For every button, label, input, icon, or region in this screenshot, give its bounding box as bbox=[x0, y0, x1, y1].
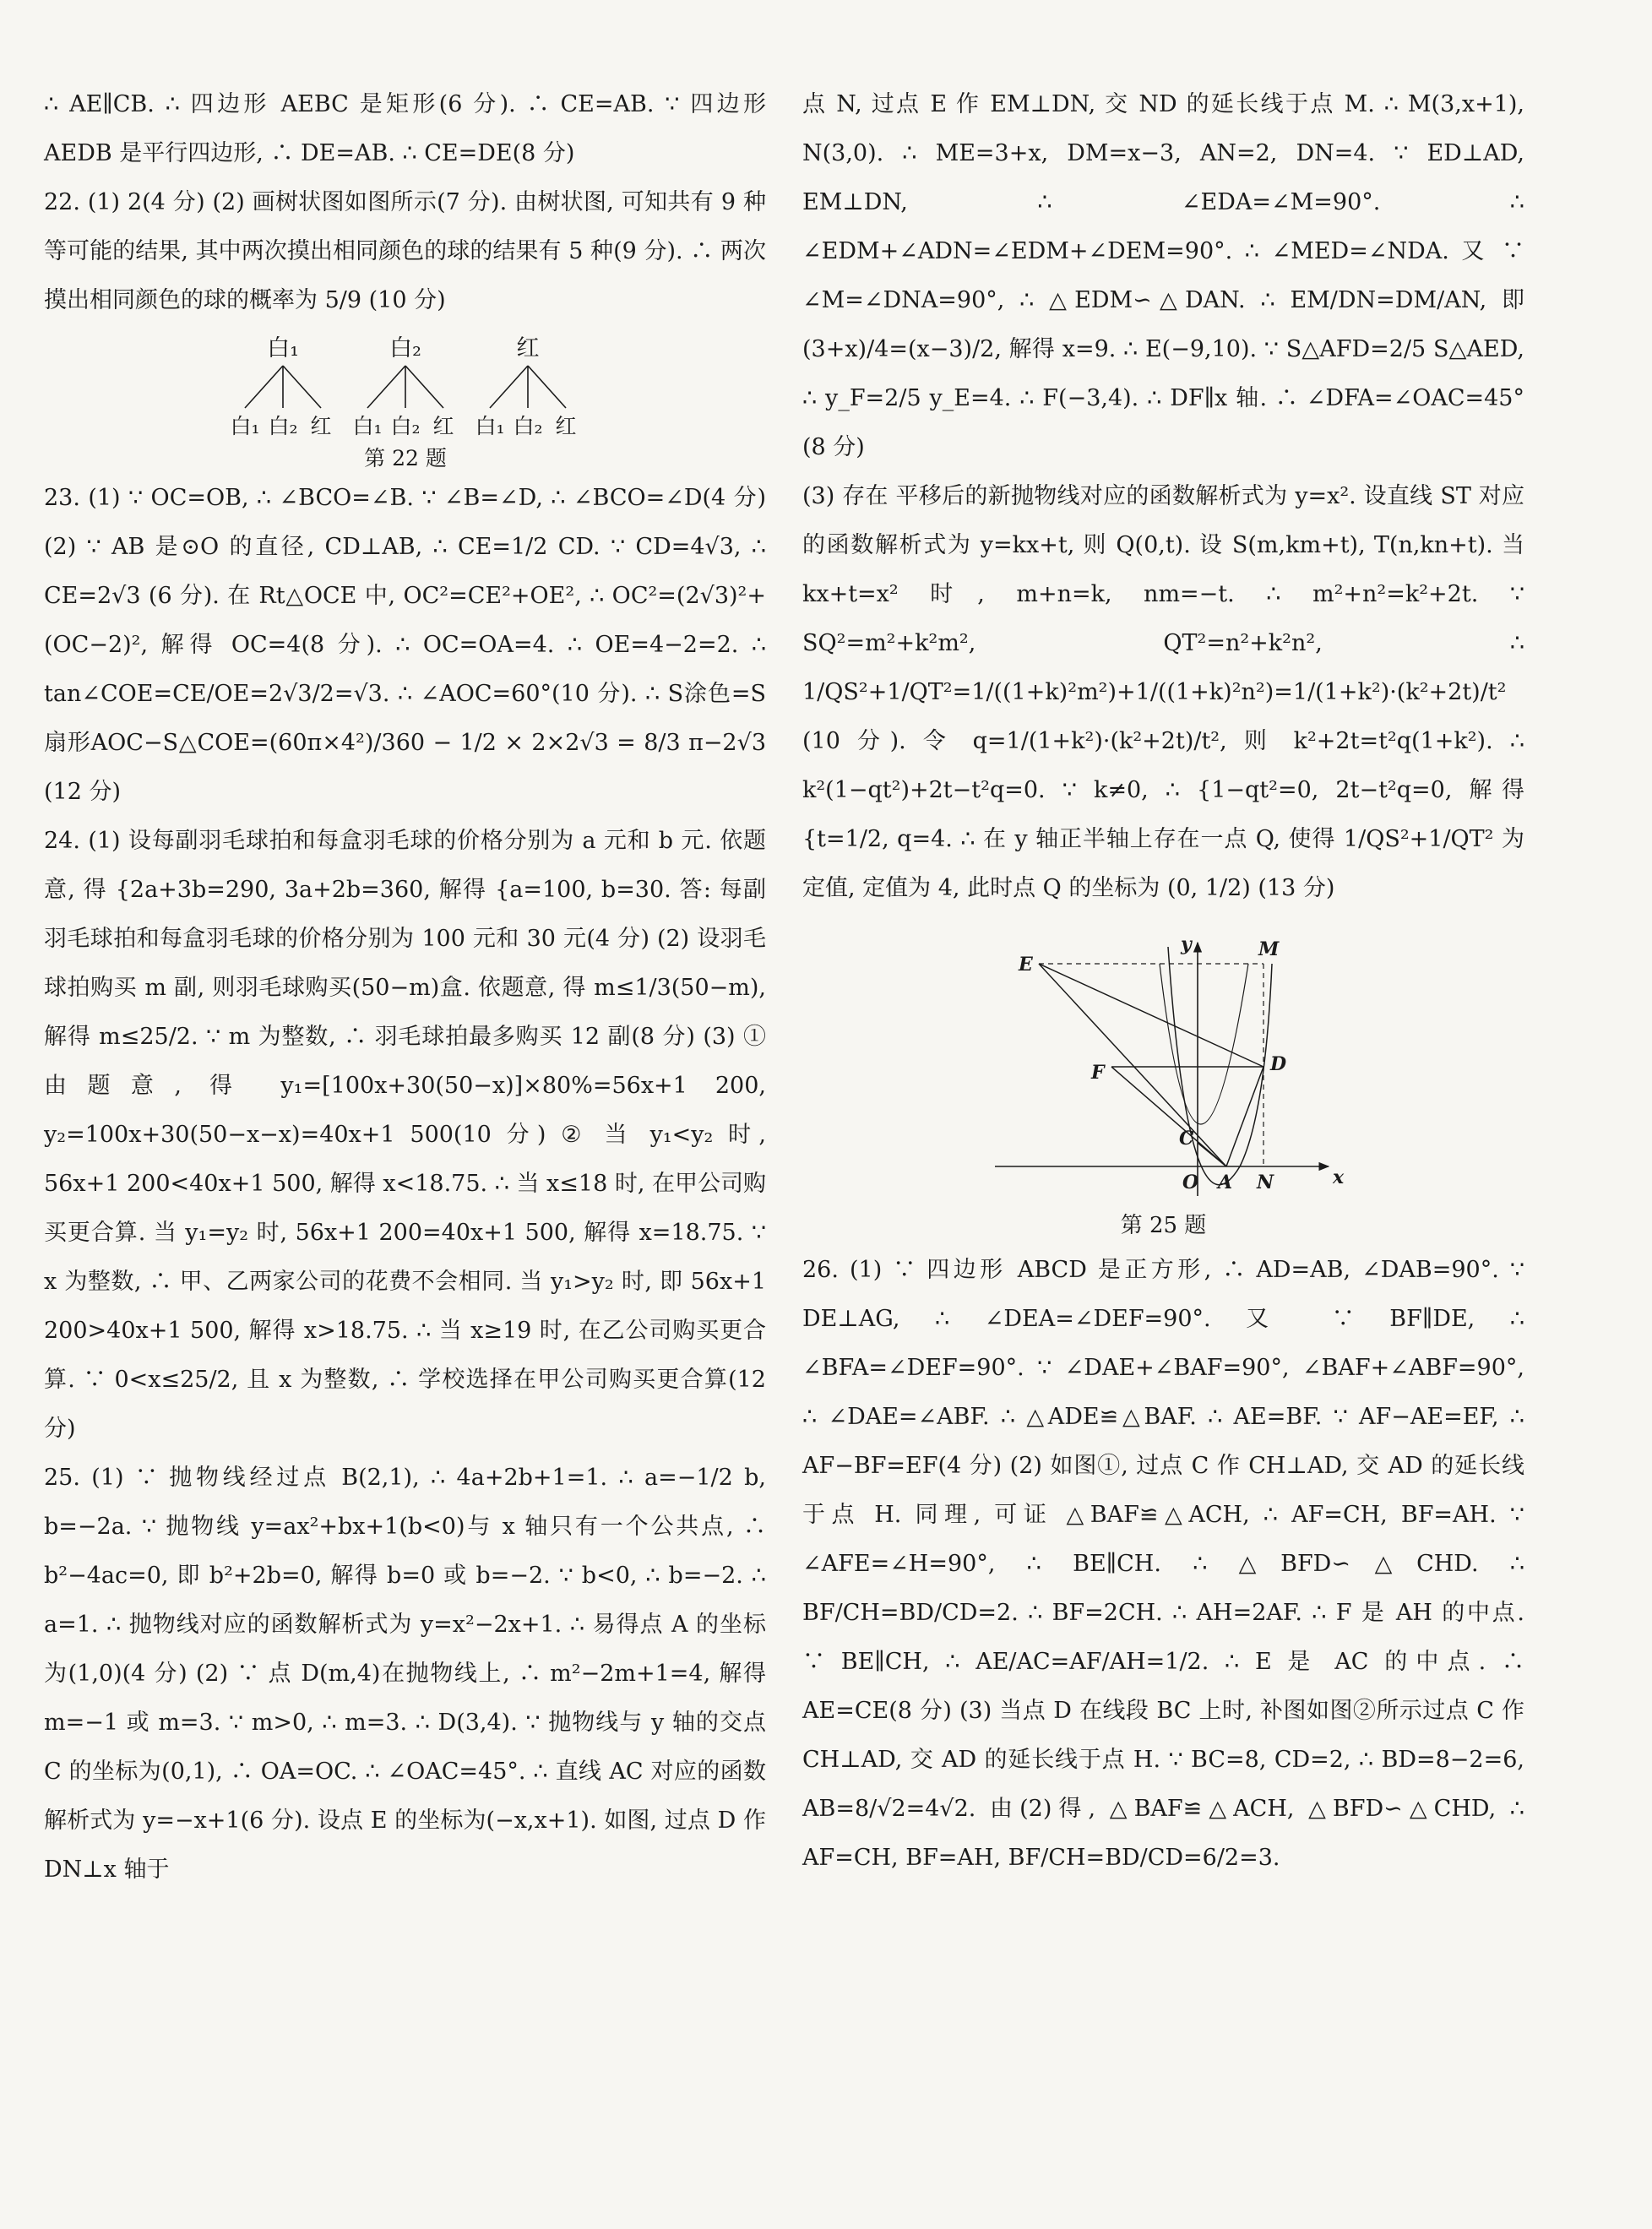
label-y: y bbox=[1180, 933, 1192, 955]
tree-leaf: 白₁ bbox=[351, 414, 383, 438]
para-22: 22. (1) 2(4 分) (2) 画树状图如图所示(7 分). 由树状图, 可知共有 9 种等可能的结果, 其中两次摸出相同颜色的球的结果有 5 种(9 分). ∴ 两次摸出相同颜色的球的概率为 5/9 (10 分) bbox=[44, 189, 766, 313]
segment-AD bbox=[1226, 1067, 1263, 1166]
tree-leaf: 白₁ bbox=[474, 414, 505, 438]
tree-root-3: 红 bbox=[516, 335, 539, 362]
para-25-start: 25. (1) ∵ 抛物线经过点 B(2,1), ∴ 4a+2b+1=1. ∴ a=−1/2 b, b=−2a. ∵ 抛物线 y=ax²+bx+1(b<0)与 x 轴只有一个公共点, ∴ b²−4ac=0, 即 b²+2b=0, 解得 b=0 或 b=−2. ∵ b<0, ∴ b=−2. ∴ a=1. ∴ 抛物线对应的函数解析式为 y=x²−2x+1. ∴ 易得点 A 的坐标为(1,0)(4 分) (2) ∵ 点 D(m,4)在抛物线上, ∴ m²−2m+1=4, 解得 m=−1 或 m=3. ∵ m>0, ∴ m=3. ∴ D(3,4). ∵ 抛物线与 y 轴的交点 C 的坐标为(0,1), ∴ OA=OC. ∴ ∠OAC=45°. ∴ 直线 AC 对应的函数解析式为 y=−x+1(6 分). 设点 E 的坐标为(−x,x+1). 如图, 过点 D 作 DN⊥x 轴于 bbox=[44, 1465, 766, 1883]
para-24: 24. (1) 设每副羽毛球拍和每盒羽毛球的价格分别为 a 元和 b 元. 依题意, 得 {2a+3b=290, 3a+2b=360, 解得 {a=100, b=30. 答: 每副羽毛球拍和每盒羽毛球的价格分别为 100 元和 30 元(4 分) (2) 设羽毛球拍购买 m 副, 则羽毛球购买(50−m)盒. 依题意, 得 m≤1/3(50−m), 解得 m≤25/2. ∵ m 为整数, ∴ 羽毛球拍最多购买 12 副(8 分) (3) ① 由题意, 得 y₁=[100x+30(50−x)]×80%=56x+1 200, y₂=100x+30(50−x−x)=40x+1 500(10 分) ② 当 y₁<y₂ 时, 56x+1 200<40x+1 500, 解得 x<18.75. ∴ 当 x≤18 时, 在甲公司购买更合算. 当 y₁=y₂ 时, 56x+1 200=40x+1 500, 解得 x=18.75. ∵ x 为整数, ∴ 甲、乙两家公司的花费不会相同. 当 y₁>y₂ 时, 即 56x+1 200>40x+1 500, 解得 x>18.75. ∴ 当 x≥19 时, 在乙公司购买更合算. ∵ 0<x≤25/2, 且 x 为整数, ∴ 学校选择在甲公司购买更合算(12 分) bbox=[44, 828, 766, 1442]
label-C: C bbox=[1178, 1128, 1194, 1150]
tree-leaf: 红 bbox=[554, 414, 577, 438]
label-M: M bbox=[1258, 938, 1279, 960]
para-25-part3: (3) 存在 平移后的新抛物线对应的函数解析式为 y=x². 设直线 ST 对应的函数解析式为 y=kx+t, 则 Q(0,t). 设 S(m,km+t), T(n,kn+t). 当 kx+t=x² 时, m+n=k, nm=−t. ∴ m²+n²=k²+2t. ∵ SQ²=m²+k²m², QT²=n²+k²n², ∴ 1/QS²+1/QT²=1/((1+k)²m²)+1/((1+k)²n²)=1/(1+k²)·(k²+2t)/t² (10 分). 令 q=1/(1+k²)·(k²+2t)/t², 则 k²+2t=t²q(1+k²). ∴ k²(1−qt²)+2t−t²q=0. ∵ k≠0, ∴ {1−qt²=0, 2t−t²q=0, 解得 {t=1/2, q=4. ∴ 在 y 轴正半轴上存在一点 Q, 使得 1/QS²+1/QT² 为定值, 定值为 4, 此时点 Q 的坐标为 (0, 1/2) (13 分) bbox=[802, 483, 1524, 901]
segment-ED bbox=[1039, 964, 1263, 1067]
tree-leaf: 白₂ bbox=[512, 414, 543, 438]
tree-root-1: 白₁ bbox=[266, 335, 299, 362]
label-F: F bbox=[1090, 1062, 1105, 1084]
para-23: 23. (1) ∵ OC=OB, ∴ ∠BCO=∠B. ∵ ∠B=∠D, ∴ ∠BCO=∠D(4 分) (2) ∵ AB 是⊙O 的直径, CD⊥AB, ∴ CE=1/2 CD. ∵ CD=4√3, ∴ CE=2√3 (6 分). 在 Rt△OCE 中, OC²=CE²+OE², ∴ OC²=(2√3)²+(OC−2)², 解得 OC=4(8 分). ∴ OC=OA=4. ∴ OE=4−2=2. ∴ tan∠COE=CE/OE=2√3/2=√3. ∴ ∠AOC=60°(10 分). ∴ S涂色=S扇形AOC−S△COE=(60π×4²)/360 − 1/2 × 2×2√3 = 8/3 π−2√3 (12 分) bbox=[44, 485, 766, 805]
label-A: A bbox=[1217, 1172, 1232, 1193]
para-25-cont: 点 N, 过点 E 作 EM⊥DN, 交 ND 的延长线于点 M. ∴ M(3,x+1), N(3,0). ∴ ME=3+x, DM=x−3, AN=2, DN=4. ∵ ED⊥AD, EM⊥DN, ∴ ∠EDA=∠M=90°. ∴ ∠EDM+∠ADN=∠EDM+∠DEM=90°. ∴ ∠MED=∠NDA. 又 ∵ ∠M=∠DNA=90°, ∴ △EDM∽△DAN. ∴ EM/DN=DM/AN, 即 (3+x)/4=(x−3)/2, 解得 x=9. ∴ E(−9,10). ∵ S△AFD=2/5 S△AED, ∴ y_F=2/5 y_E=4. ∴ F(−3,4). ∴ DF∥x 轴. ∴ ∠DFA=∠OAC=45°(8 分) bbox=[802, 91, 1524, 460]
tree-caption: 第 22 题 bbox=[363, 446, 447, 470]
label-E: E bbox=[1018, 954, 1033, 976]
tree-root-2: 白₂ bbox=[389, 335, 421, 362]
label-D: D bbox=[1269, 1053, 1286, 1075]
tree-leaf: 白₁ bbox=[229, 414, 260, 438]
label-N: N bbox=[1256, 1172, 1274, 1193]
parabola-shifted bbox=[1160, 964, 1248, 1124]
figure-25-caption: 第 25 题 bbox=[1120, 1213, 1207, 1238]
right-column bbox=[802, 80, 1524, 1883]
label-x: x bbox=[1332, 1166, 1344, 1188]
tree-leaf: 红 bbox=[309, 414, 332, 438]
para-21-end: ∴ AE∥CB. ∴ 四边形 AEBC 是矩形(6 分). ∴ CE=AB. ∵ 四边形 AEDB 是平行四边形, ∴ DE=AB. ∴ CE=DE(8 分) bbox=[44, 91, 766, 166]
segment-CA bbox=[1198, 1143, 1226, 1166]
tree-branches bbox=[245, 366, 566, 408]
tree-leaf: 白₂ bbox=[389, 414, 421, 438]
figure-25 bbox=[986, 930, 1344, 1209]
tree-leaf: 白₂ bbox=[267, 414, 298, 438]
tree-diagram-22 bbox=[224, 330, 587, 474]
label-O: O bbox=[1182, 1172, 1198, 1193]
tree-leaf: 红 bbox=[432, 414, 454, 438]
para-26: 26. (1) ∵ 四边形 ABCD 是正方形, ∴ AD=AB, ∠DAB=90°. ∵ DE⊥AG, ∴ ∠DEA=∠DEF=90°. 又 ∵ BF∥DE, ∴ ∠BFA=∠DEF=90°. ∵ ∠DAE+∠BAF=90°, ∠BAF+∠ABF=90°, ∴ ∠DAE=∠ABF. ∴ △ADE≌△BAF. ∴ AE=BF. ∵ AF−AE=EF, ∴ AF−BF=EF(4 分) (2) 如图①, 过点 C 作 CH⊥AD, 交 AD 的延长线于点 H. 同理, 可证 △BAF≌△ACH, ∴ AF=CH, BF=AH. ∵ ∠AFE=∠H=90°, ∴ BE∥CH. ∴ △BFD∽△CHD. ∴ BF/CH=BD/CD=2. ∴ BF=2CH. ∴ AH=2AF. ∴ F 是 AH 的中点. ∵ BE∥CH, ∴ AE/AC=AF/AH=1/2. ∴ E 是 AC 的中点. ∴ AE=CE(8 分) (3) 当点 D 在线段 BC 上时, 补图如图②所示过点 C 作 CH⊥AD, 交 AD 的延长线于点 H. ∵ BC=8, CD=2, ∴ BD=8−2=6, AB=8/√2=4√2. 由(2)得, △BAF≌△ACH, △BFD∽△CHD, ∴ AF=CH, BF=AH, BF/CH=BD/CD=6/2=3. bbox=[802, 1257, 1524, 1871]
left-column bbox=[44, 80, 766, 1895]
